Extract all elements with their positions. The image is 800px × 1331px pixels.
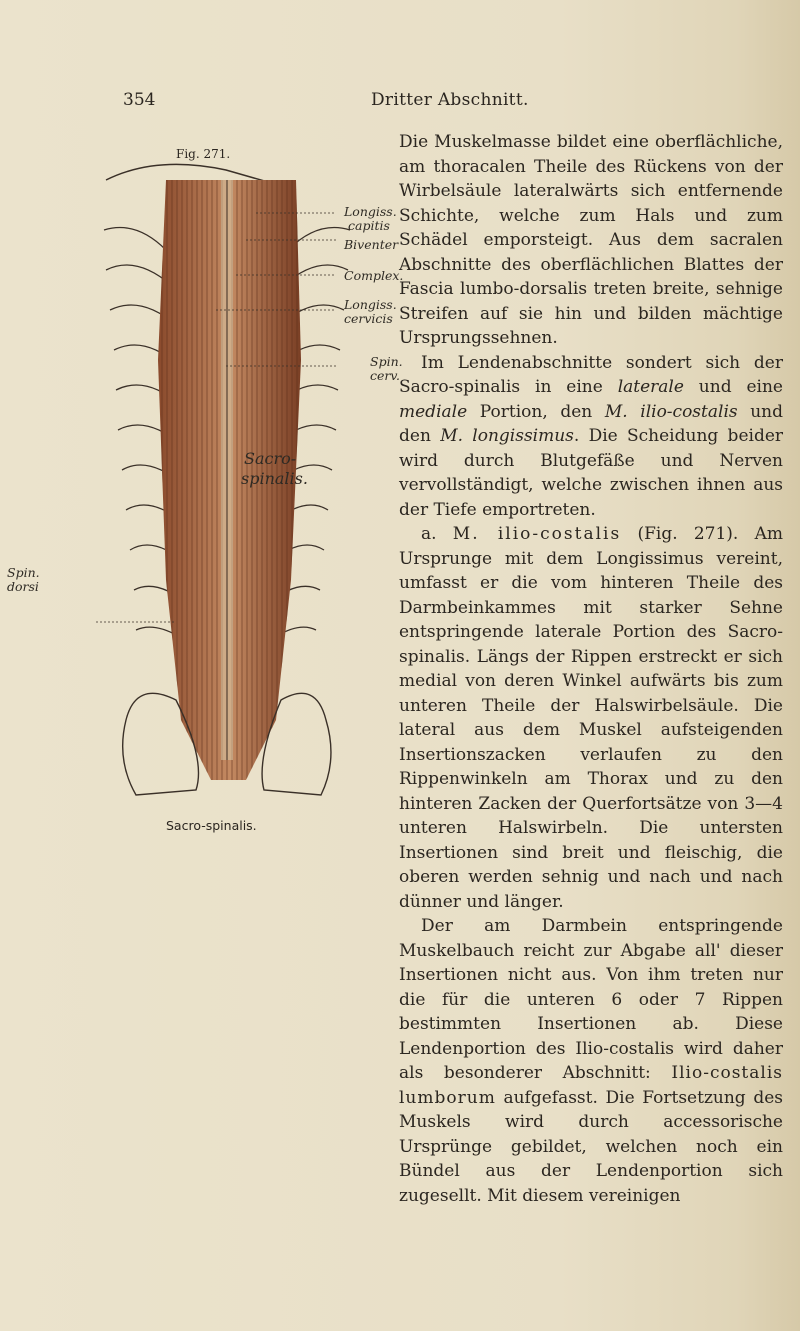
text-run: aufgefasst. Die Fortsetzung des Muskels wird durch accessorische Ursprünge gebildet, welchen noch ein Bündel aus der Lendenportion sich zugesellt. Mit diesem vereinigen <box>399 1087 783 1206</box>
text-run: Der am Darmbein entspringende Muskelbauch reicht zur Abgabe all' dieser Insertionen nicht aus. Von ihm treten nur die für die unteren 6 oder 7 Rippen bestimmten Insertionen ab. Diese Lendenportion des Ilio-costalis wird daher als besonderer Abschnitt: <box>399 916 783 1083</box>
label-line: Spin. <box>370 354 403 369</box>
label-line: Longiss. <box>344 297 397 312</box>
back-muscles-drawing <box>96 160 358 800</box>
paragraph-4 <box>399 914 783 1208</box>
label-line: Longiss. <box>344 204 397 219</box>
label-line: cervicis <box>344 311 393 326</box>
text-run: . Die Scheidung beider wird durch Blutgefäße und Nerven vervollständigt, welche zwischen ihnen aus der Tiefe emportreten. <box>399 426 784 520</box>
text-run: a. <box>421 524 453 544</box>
italic-term: mediale <box>399 401 468 422</box>
text-run: und eine <box>683 377 783 397</box>
label-longiss-capitis <box>344 205 397 233</box>
running-head <box>0 90 800 118</box>
body-text <box>399 130 783 1208</box>
running-title: Dritter Abschnitt. <box>371 90 529 110</box>
label-complex <box>344 269 403 283</box>
anatomical-illustration <box>96 160 358 800</box>
spaced-term: Ilio-costalis lumborum <box>399 1063 783 1108</box>
figure-label-spinalis: spinalis. <box>241 469 308 488</box>
paragraph-2 <box>399 351 783 523</box>
figure-caption: Sacro-spinalis. <box>166 818 257 833</box>
italic-term: M. longissimus <box>440 426 574 446</box>
paragraph-1: Die Muskelmasse bildet eine oberflächliche, am thoracalen Theile des Rückens von der Wirbelsäule lateralwärts sich entfernende Schichte, welche zum Hals und zum Schädel emporsteigt. Aus dem sacralen Abschnitte des oberflächlichen Blattes der Fascia lumbo-dorsalis treten breite, sehnige Streifen auf sie hin und bilden mächtige Ursprungssehnen. <box>399 132 783 348</box>
label-line: Spin. <box>7 565 40 580</box>
spaced-term: M. ilio-costalis <box>452 524 622 544</box>
paragraph-3 <box>399 522 783 914</box>
label-line: Biventer <box>344 237 399 252</box>
vertebral-column <box>221 180 233 760</box>
figure-label-sacro: Sacro- <box>244 449 297 468</box>
figure-number: Fig. 271. <box>176 147 231 161</box>
text-run: Im Lendenabschnitte sondert sich der Sacro-spinalis in eine <box>399 352 783 397</box>
label-line: dorsi <box>7 579 39 594</box>
label-line: cerv. <box>370 368 400 383</box>
label-line: Complex. <box>344 268 404 283</box>
label-biventer <box>344 238 398 252</box>
label-spin-dorsi <box>7 566 40 594</box>
page-number: 354 <box>123 90 156 110</box>
text-run: Portion, den <box>467 401 605 422</box>
label-longiss-cervicis <box>344 298 397 326</box>
italic-term: M. ilio-costalis <box>604 401 738 422</box>
italic-term: laterale <box>617 377 684 397</box>
text-run: und den <box>399 401 783 446</box>
label-spin-cerv <box>370 355 403 383</box>
label-line: capitis <box>348 218 390 233</box>
text-run: (Fig. 271). Am Ursprunge mit dem Longissimus vereint, umfasst er die vom hinteren Theile des Darmbeinkammes mit starker Sehne entspringende laterale Portion des Sacro-spinalis. Längs der Rippen erstreckt er sich medial von deren Winkel aufwärts bis zum unteren Theile der Halswirbelsäule. Die lateral aus dem Muskel aufsteigenden Insertionszacken verlaufen zu den Rippenwinkeln am Thorax und zu den hinteren Zacken der Querfortsätze von 3—4 unteren Halswirbeln. Die untersten Insertionen sind breit und fleischig, die oberen werden sehnig und nach und nach dünner und länger. <box>399 524 783 912</box>
